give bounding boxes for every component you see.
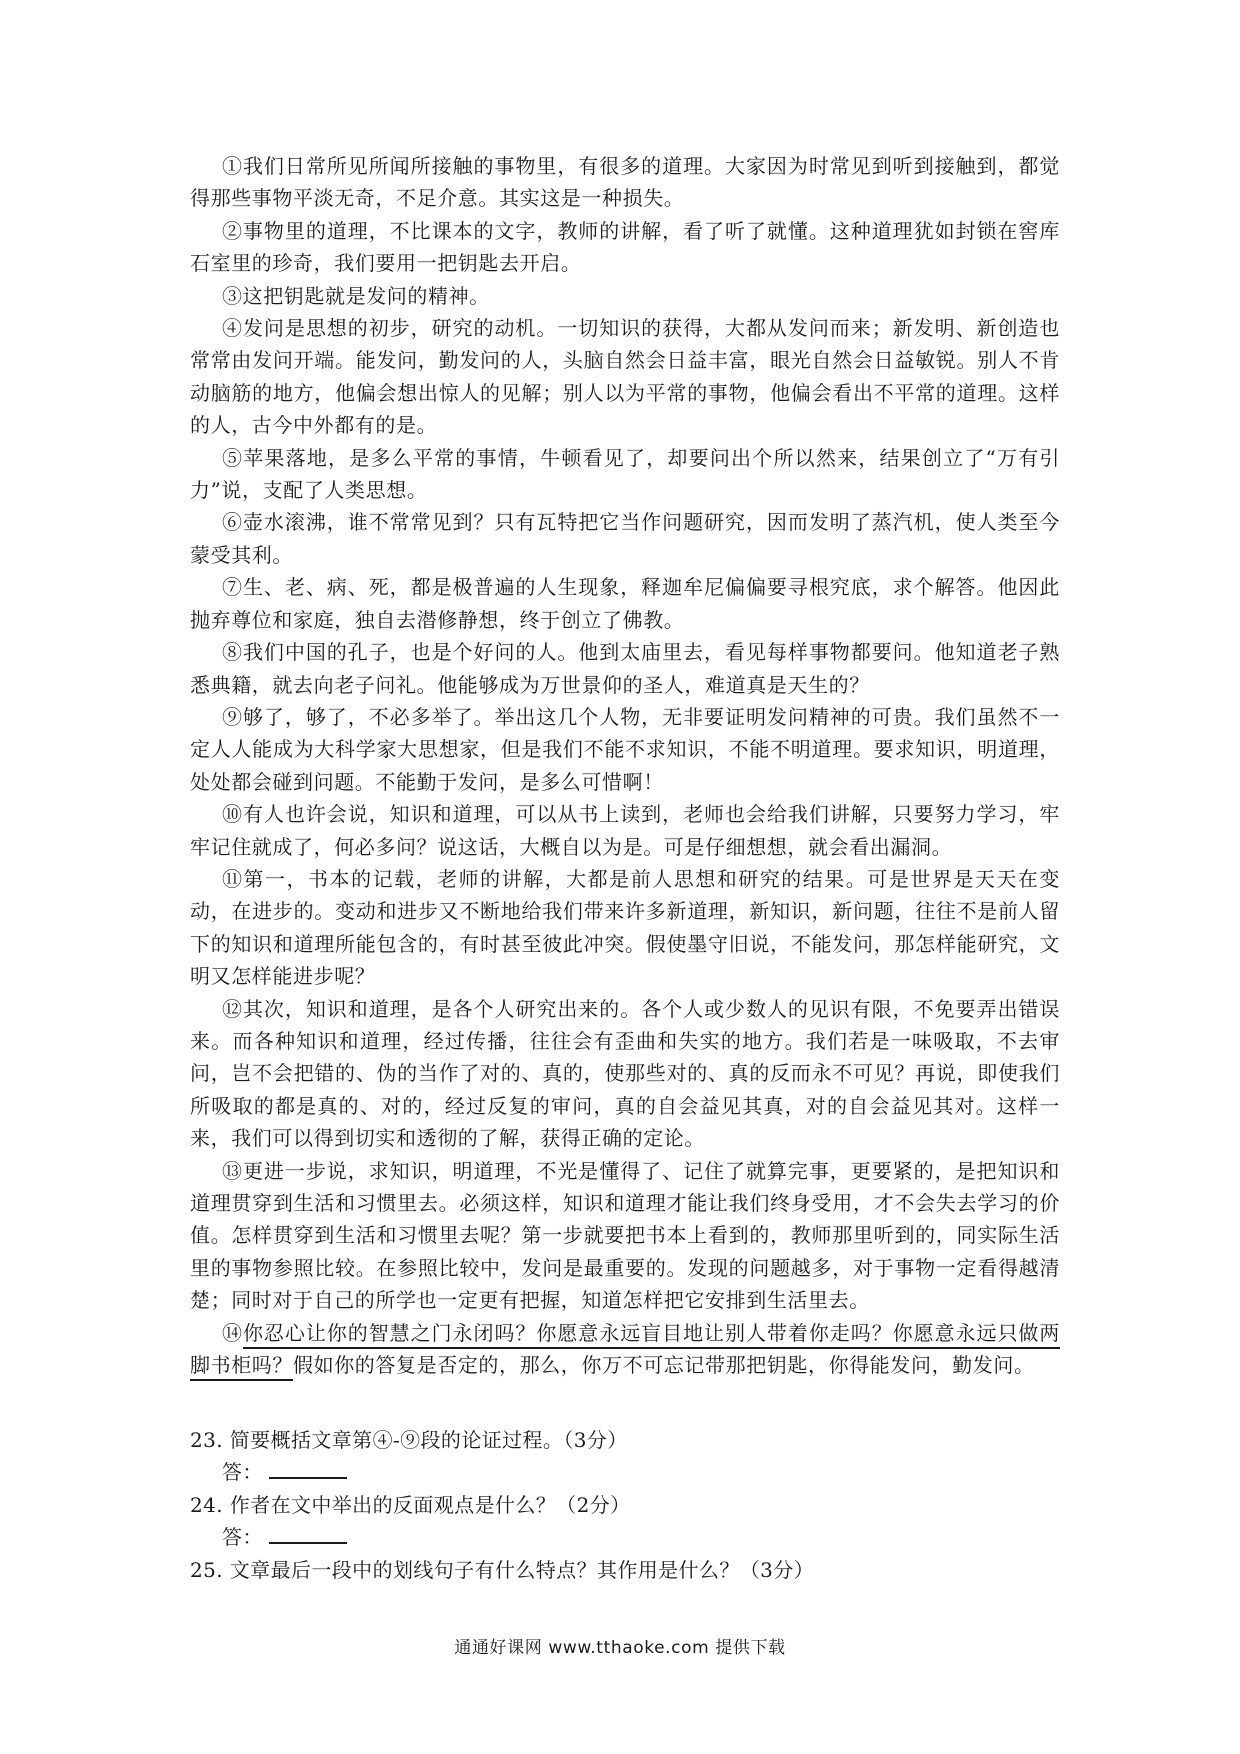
paragraph-number: ⑥	[222, 510, 243, 535]
paragraph-1	[190, 150, 1060, 215]
paragraph-2	[190, 215, 1060, 280]
paragraph-number: ⑬	[222, 1158, 243, 1183]
answer-blank[interactable]	[269, 1522, 347, 1544]
underlined-sentences: 你忍心让你的智慧之门永闭吗？你愿意永远盲目地让别人带着你走吗？你愿意永远只做两脚书柜吗？	[190, 1321, 1060, 1381]
answer-blank[interactable]	[269, 1457, 347, 1479]
paragraph-text: 假如你的答复是否定的，那么，你万不可忘记带那把钥匙，你得能发问，勤发问。	[293, 1353, 1035, 1378]
paragraph-text: 壶水滚沸，谁不常常见到？只有瓦特把它当作问题研究，因而发明了蒸汽机，使人类至今蒙受其利。	[190, 510, 1060, 567]
paragraph-text: 我们中国的孔子，也是个好问的人。他到太庙里去，看见每样事物都要问。他知道老子熟悉典籍，就去向老子问礼。他能够成为万世景仰的圣人，难道真是天生的？	[190, 640, 1060, 697]
paragraph-text: 苹果落地，是多么平常的事情，牛顿看见了，却要问出个所以然来，结果创立了“万有引力”说，支配了人类思想。	[190, 445, 1060, 503]
paragraph-text: 我们日常所见所闻所接触的事物里，有很多的道理。大家因为时常见到听到接触到，都觉得那些事物平淡无奇，不足介意。其实这是一种损失。	[190, 154, 1060, 211]
paragraph-8	[190, 636, 1060, 701]
question-section	[190, 1424, 1060, 1586]
paragraph-6	[190, 506, 1060, 571]
paragraph-number: ⑤	[222, 445, 244, 470]
page-footer: 通通好课网 www.tthaoke.com 提供下载	[454, 1638, 786, 1658]
paragraph-number: ⑫	[222, 996, 243, 1021]
paragraph-number: ⑩	[222, 802, 243, 827]
paragraph-number: ⑭	[222, 1320, 243, 1345]
paragraph-text: 事物里的道理，不比课本的文字，教师的讲解，看了听了就懂。这种道理犹如封锁在窖库石室里的珍奇，我们要用一把钥匙去开启。	[190, 218, 1060, 276]
paragraph-number: ⑦	[222, 575, 243, 600]
answer-line-24	[222, 1521, 1060, 1553]
reading-passage	[190, 150, 1060, 1381]
paragraph-number: ③	[222, 283, 243, 308]
paragraph-12	[190, 993, 1060, 1155]
paragraph-text: 更进一步说，求知识，明道理，不光是懂得了、记住了就算完事，更要紧的，是把知识和道理贯穿到生活和习惯里去。必须这样，知识和道理才能让我们终身受用，才不会失去学习的价值。怎样贯穿到生活和习惯里去呢？第一步就要把书本上看到的，教师那里听到的，同实际生活里的事物参照比较。在参照比较中，发问是最重要的。发现的问题越多，对于事物一定看得越清楚；同时对于自己的所学也一定更有把握，知道怎样把它安排到生活里去。	[190, 1158, 1060, 1313]
answer-line-23	[222, 1456, 1060, 1488]
question-23: 23. 简要概括文章第④-⑨段的论证过程。（3分）	[190, 1428, 628, 1452]
paragraph-number: ④	[222, 316, 243, 341]
paragraph-10	[190, 798, 1060, 863]
paragraph-text: 这把钥匙就是发问的精神。	[242, 283, 490, 308]
paragraph-text: 其次，知识和道理，是各个人研究出来的。各个人或少数人的见识有限，不免要弄出错误来。而各种知识和道理，经过传播，往往会有歪曲和失实的地方。我们若是一味吸取，不去审问，岂不会把错的、伪的当作了对的、真的，使那些对的、真的反而永不可见？再说，即使我们所吸取的都是真的、对的，经过反复的审问，真的自会益见其真，对的自会益见其对。这样一来，我们可以得到切实和透彻的了解，获得正确的定论。	[190, 996, 1060, 1151]
paragraph-text: 第一，书本的记载，老师的讲解，大都是前人思想和研究的结果。可是世界是天天在变动，在进步的。变动和进步又不断地给我们带来许多新道理，新知识，新问题，往往不是前人留下的知识和道理所能包含的，有时甚至彼此冲突。假使墨守旧说，不能发问，那怎样能研究，文明又怎样能进步呢？	[190, 866, 1060, 989]
question-25: 25. 文章最后一段中的划线句子有什么特点？其作用是什么？（3分）	[190, 1557, 815, 1582]
paragraph-4	[190, 312, 1060, 442]
paragraph-number: ②	[222, 218, 243, 243]
paragraph-number: ⑧	[222, 640, 243, 665]
answer-prefix: 答：	[222, 1525, 263, 1550]
paragraph-9	[190, 701, 1060, 798]
paragraph-7	[190, 571, 1060, 636]
paragraph-number: ⑪	[222, 866, 244, 891]
paragraph-5	[190, 442, 1060, 507]
answer-prefix: 答：	[222, 1460, 263, 1485]
paragraph-number: ⑨	[222, 704, 243, 729]
paragraph-text: 生、老、病、死，都是极普遍的人生现象，释迦牟尼偏偏要寻根究底，求个解答。他因此抛弃尊位和家庭，独自去潜修静想，终于创立了佛教。	[190, 575, 1060, 632]
paragraph-14	[190, 1317, 1060, 1382]
paragraph-13	[190, 1155, 1060, 1317]
paragraph-text: 够了，够了，不必多举了。举出这几个人物，无非要证明发问精神的可贵。我们虽然不一定人人能成为大科学家大思想家，但是我们不能不求知识，不能不明道理。要求知识，明道理，处处都会碰到问题。不能勤于发问，是多么可惜啊！	[190, 704, 1060, 794]
paragraph-text: 有人也许会说，知识和道理，可以从书上读到，老师也会给我们讲解，只要努力学习，牢牢记住就成了，何必多问？说这话，大概自以为是。可是仔细想想，就会看出漏洞。	[190, 802, 1060, 859]
paragraph-number: ①	[222, 154, 243, 178]
paragraph-text: 发问是思想的初步，研究的动机。一切知识的获得，大都从发问而来；新发明、新创造也常常由发问开端。能发问，勤发问的人，头脑自然会日益丰富，眼光自然会日益敏锐。别人不肯动脑筋的地方，他偏会想出惊人的见解；别人以为平常的事物，他偏会看出不平常的道理。这样的人，古今中外都有的是。	[190, 316, 1060, 438]
question-24: 24. 作者在文中举出的反面观点是什么？（2分）	[190, 1492, 631, 1517]
paragraph-3	[190, 280, 1060, 312]
paragraph-11	[190, 863, 1060, 993]
